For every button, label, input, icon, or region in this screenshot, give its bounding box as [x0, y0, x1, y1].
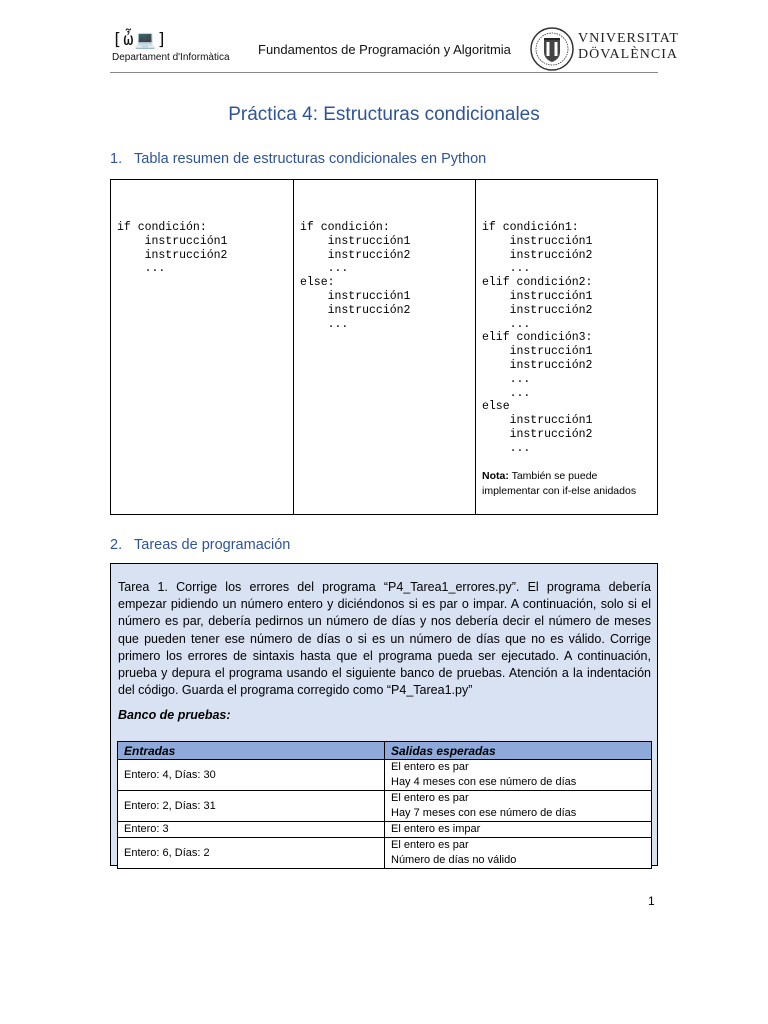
university-seal-icon [530, 27, 574, 71]
section-2-number: 2. [110, 537, 123, 553]
section-2-title: Tareas de programación [134, 537, 291, 553]
university-name [578, 31, 679, 63]
row-1-output-line1: El entero es par [391, 761, 469, 773]
department-logo-glyphs: [ὦ💻] [112, 30, 168, 50]
table-row [118, 822, 652, 838]
header-outputs: Salidas esperadas [385, 742, 652, 760]
syntax-note [482, 469, 652, 499]
row-3-output-line1: El entero es impar [391, 823, 481, 835]
test-bank-title: Banco de pruebas: [118, 708, 231, 722]
section-1-number: 1. [110, 151, 123, 167]
table-row [118, 838, 652, 869]
code-if: if condición: instrucción1 instrucción2 ... [117, 221, 228, 276]
code-if-else: if condición: instrucción1 instrucción2 ... else: instrucción1 instrucción2 ... [300, 221, 411, 331]
table-header-row [118, 742, 652, 760]
section-1-heading [110, 151, 486, 167]
test-bank-table [117, 741, 652, 869]
syntax-col-if-elif [475, 180, 657, 514]
syntax-col-if [111, 180, 294, 514]
university-name-line1: VNIVERSITAT [578, 31, 679, 46]
task-1-description: Tarea 1. Corrige los errores del programa “P4_Tarea1_errores.py”. El programa debería empezar pidiendo un número entero y diciéndonos si es par o impar. A continuación, solo si el número es par, debería pedirnos un número de días y nos debería decir el número de meses que pueden tener ese número de días o si es un número de días que no es válido. Corrige primero los errores de sintaxis hasta que el programa pueda ser ejecutado. A continuación, prueba y depura el programa usando el siguiente banco de pruebas. Atención a la indentación del código. Guarda el programa corregido como “P4_Tarea1.py” [118, 580, 651, 698]
row-4-output [385, 838, 652, 869]
header-inputs: Entradas [118, 742, 385, 760]
page-number: 1 [648, 894, 655, 908]
note-text: También se puede implementar con if-else anidados [482, 470, 637, 497]
table-row [118, 760, 652, 791]
course-title: Fundamentos de Programación y Algoritmia [258, 42, 511, 57]
section-1-title: Tabla resumen de estructuras condicionales en Python [134, 151, 487, 167]
syntax-col-if-else [293, 180, 476, 514]
row-3-input: Entero: 3 [118, 822, 385, 838]
department-name: Departament d'Informàtica [112, 52, 230, 63]
row-1-input: Entero: 4, Días: 30 [118, 760, 385, 791]
department-logo [110, 30, 250, 66]
university-name-line2: DÖVALÈNCIA [578, 47, 678, 62]
task-1-box [110, 563, 658, 866]
row-1-output [385, 760, 652, 791]
row-3-output [385, 822, 652, 838]
syntax-summary-table [110, 179, 658, 515]
row-2-output [385, 791, 652, 822]
row-1-output-line2: Hay 4 meses con ese número de días [391, 776, 577, 788]
header-divider [110, 72, 658, 73]
table-row [118, 791, 652, 822]
row-2-output-line1: El entero es par [391, 792, 469, 804]
page-title: Práctica 4: Estructuras condicionales [228, 104, 540, 125]
row-4-output-line1: El entero es par [391, 839, 469, 851]
row-4-input: Entero: 6, Días: 2 [118, 838, 385, 869]
code-if-elif: if condición1: instrucción1 instrucción2 ... elif condición2: instrucción1 instrucción2 ... elif condición3: instrucción1 instrucción2 ... ... else instrucción1 instrucción2 ... [482, 221, 593, 455]
section-2-heading [110, 537, 290, 553]
row-4-output-line2: Número de días no válido [391, 854, 517, 866]
row-2-output-line2: Hay 7 meses con ese número de días [391, 807, 577, 819]
note-label: Nota: [482, 470, 509, 482]
row-2-input: Entero: 2, Días: 31 [118, 791, 385, 822]
